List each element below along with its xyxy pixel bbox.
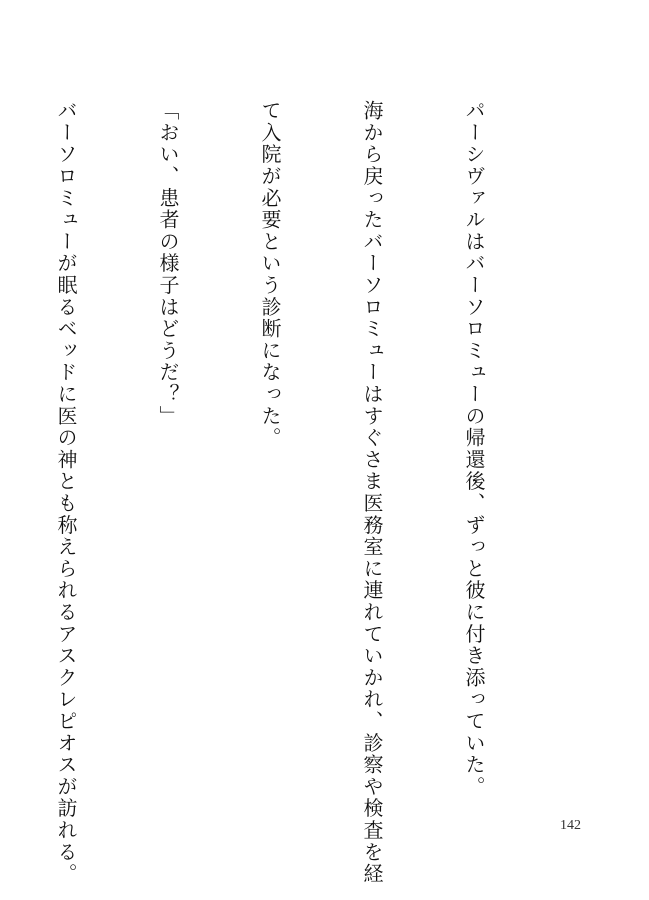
text-line: 「おい、患者の様子はどうだ？」 [156, 100, 180, 427]
body-text [0, 100, 559, 885]
page-number: 142 [560, 818, 581, 833]
text-line: て入院が必要という診断になった。 [258, 100, 282, 449]
text-line: パーシヴァルはバーソロミューの帰還後、ずっと彼に付き添っていた。 [462, 100, 486, 798]
text-line: 海から戻ったバーソロミューはすぐさま医務室に連れていかれ、診察や検査を経 [360, 100, 384, 885]
text-line: バーソロミューが眠るベッドに医の神とも称えられるアスクレピオスが訪れる。 [54, 100, 78, 885]
